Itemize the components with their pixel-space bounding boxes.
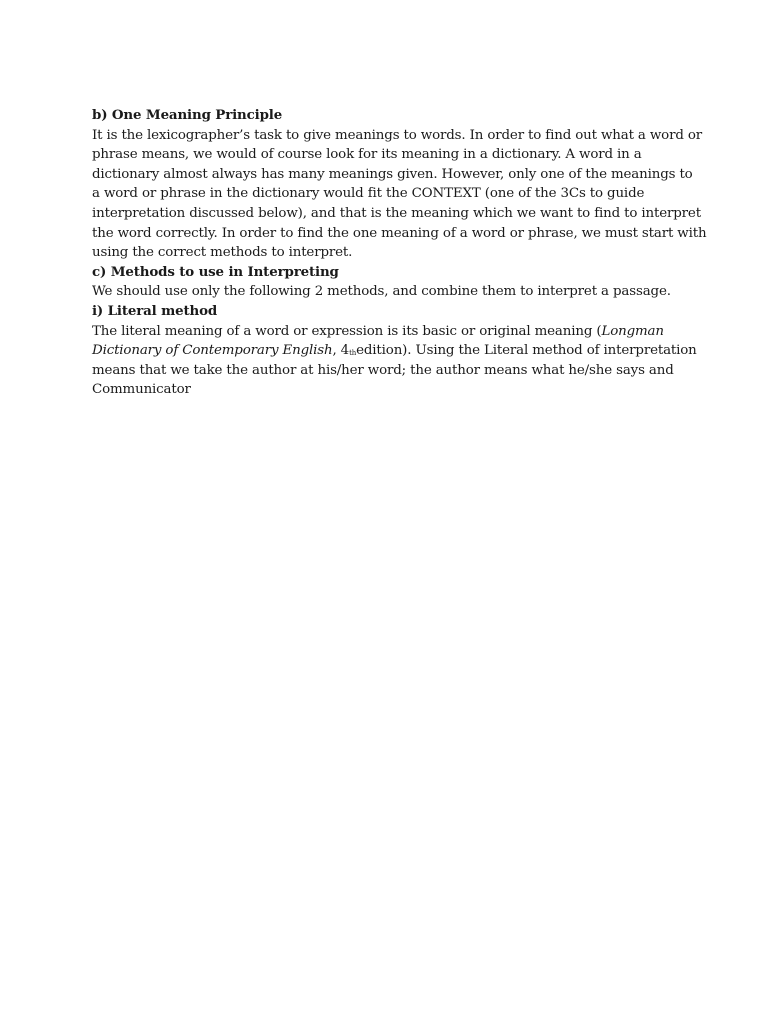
italic-citation: Longman [601, 323, 664, 339]
text-line: We should use only the following 2 methods, and combine them to interpret a passage. [92, 284, 671, 300]
text-run: , 4 [332, 343, 350, 359]
text-line: the word correctly. In order to find the one meaning of a word or phrase, we must start with [92, 225, 707, 241]
text-run: edition). Using the Literal method of interpretation [356, 343, 697, 359]
ordinal-suffix: th [349, 349, 357, 358]
paragraph-one-meaning [92, 126, 707, 263]
text-line: a word or phrase in the dictionary would fit the CONTEXT (one of the 3Cs to guide [92, 186, 645, 202]
text-line: Communicator [92, 382, 191, 398]
text-line: It is the lexicographer’s task to give meanings to words. In order to find out what a word or [92, 127, 703, 143]
heading-methods-to-use: c) Methods to use in Interpreting [92, 263, 339, 280]
text-run: The literal meaning of a word or expression is its basic or original meaning ( [92, 323, 602, 339]
heading-literal-method: i) Literal method [92, 302, 218, 319]
document-page [92, 106, 707, 400]
italic-citation: Dictionary of Contemporary English [92, 343, 333, 359]
heading-one-meaning-principle: b) One Meaning Principle [92, 107, 283, 123]
text-line: phrase means, we would of course look for its meaning in a dictionary. A word in a [92, 147, 642, 163]
text-line [92, 341, 697, 361]
text-line: dictionary almost always has many meanings given. However, only one of the meanings to [92, 166, 693, 182]
text-line [92, 322, 692, 342]
text-line: using the correct methods to interpret. [92, 245, 353, 261]
paragraph-literal [92, 322, 697, 400]
text-line: means that we take the author at his/her word; the author means what he/she says and [92, 362, 674, 378]
text-line: interpretation discussed below), and that is the meaning which we want to find to interpret [92, 205, 701, 221]
paragraph-methods [92, 282, 692, 302]
